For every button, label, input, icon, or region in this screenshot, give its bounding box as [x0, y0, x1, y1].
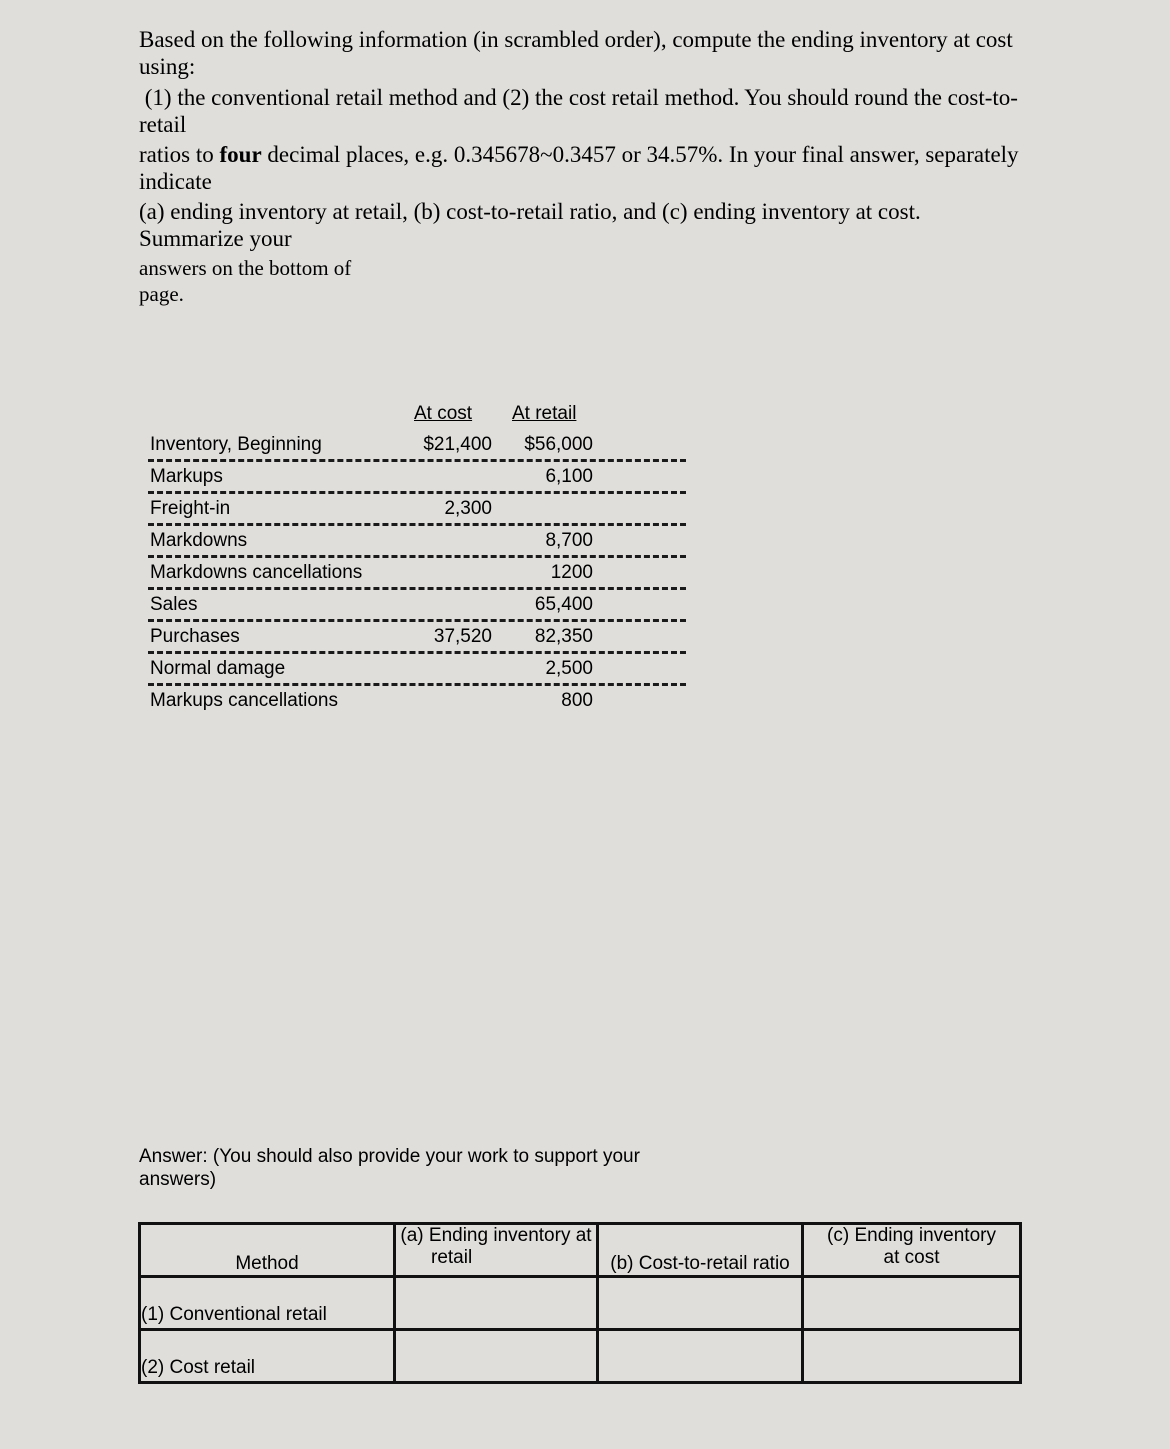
row-label: Freight-in — [150, 498, 231, 519]
answer-cell-a[interactable] — [395, 1330, 598, 1383]
question-line: answers on the bottom of — [139, 256, 352, 280]
table-row — [140, 1330, 1021, 1383]
emphasis-four: four — [219, 142, 262, 167]
header-method — [140, 1224, 395, 1277]
method-cell: (1) Conventional retail — [140, 1277, 395, 1330]
table-row — [148, 530, 686, 562]
header-line: at cost — [883, 1247, 940, 1268]
row-cost: 37,520 — [433, 626, 492, 647]
header-at-cost: At cost — [414, 403, 473, 424]
dashed-divider — [148, 523, 686, 526]
header-ending-inventory-retail — [395, 1224, 598, 1277]
question-line: (a) ending inventory at retail, (b) cost-to-retail ratio, and (c) ending inventory at cost. — [139, 199, 921, 224]
answer-prompt-line: Answer: (You should also provide your work to support your — [139, 1146, 640, 1167]
header-line: (a) Ending inventory at — [400, 1225, 592, 1246]
header-method-label: Method — [235, 1253, 299, 1274]
table-row — [148, 562, 686, 594]
answer-cell-c[interactable] — [803, 1277, 1021, 1330]
row-label: Inventory, Beginning — [150, 434, 322, 455]
question-line: using: — [139, 54, 196, 79]
table-row — [140, 1277, 1021, 1330]
answer-summary-table — [138, 1222, 1022, 1384]
answer-cell-b[interactable] — [598, 1330, 803, 1383]
question-line: page. — [139, 282, 184, 306]
answer-cell-b[interactable] — [598, 1277, 803, 1330]
question-line: indicate — [139, 169, 212, 194]
row-label: Markdowns cancellations — [150, 562, 363, 583]
summary-header-row — [140, 1224, 1021, 1277]
header-line: (c) Ending inventory — [827, 1225, 996, 1246]
header-at-retail: At retail — [512, 403, 577, 424]
dashed-divider — [148, 651, 686, 654]
dashed-divider — [148, 555, 686, 558]
question-line: retail — [139, 112, 187, 137]
row-label: Normal damage — [150, 658, 286, 679]
row-retail: 6,100 — [545, 466, 593, 487]
dashed-divider — [148, 459, 686, 462]
question-text-span: ratios to — [139, 142, 220, 167]
dashed-divider — [148, 587, 686, 590]
row-label: Sales — [150, 594, 198, 615]
row-label: Purchases — [150, 626, 240, 647]
question-line — [139, 141, 1019, 168]
question-line: Based on the following information (in scrambled order), compute the ending inventory at cost — [139, 27, 1013, 52]
row-retail: 800 — [561, 690, 593, 711]
answer-cell-a[interactable] — [395, 1277, 598, 1330]
method-cell: (2) Cost retail — [140, 1330, 395, 1383]
table-row — [148, 626, 686, 658]
answer-prompt-line: answers) — [139, 1169, 217, 1190]
dashed-divider — [148, 683, 686, 686]
row-retail: 2,500 — [545, 658, 593, 679]
row-cost: 2,300 — [444, 498, 492, 519]
question-line: (1) the conventional retail method and (2) the cost retail method. You should round the cost-to- — [139, 85, 1018, 110]
row-label: Markups — [150, 466, 223, 487]
row-retail: 82,350 — [534, 626, 593, 647]
table-row — [148, 498, 686, 530]
header-ending-inventory-cost — [803, 1224, 1021, 1277]
question-text-span: decimal places, e.g. 0.345678~0.3457 or 34.57%. In your final answer, separately — [261, 142, 1019, 167]
table-row — [148, 466, 686, 498]
row-retail: 8,700 — [545, 530, 593, 551]
dashed-divider — [148, 619, 686, 622]
table-row — [148, 658, 686, 690]
header-ratio-label: (b) Cost-to-retail ratio — [610, 1253, 790, 1274]
header-line: retail — [431, 1247, 473, 1268]
answer-cell-c[interactable] — [803, 1330, 1021, 1383]
table-row — [148, 690, 686, 722]
row-label: Markups cancellations — [150, 690, 338, 711]
question-line: Summarize your — [139, 226, 292, 251]
table-row — [148, 434, 686, 466]
table-row — [148, 594, 686, 626]
row-label: Markdowns — [150, 530, 248, 551]
answer-prompt — [139, 1145, 679, 1191]
dashed-divider — [148, 491, 686, 494]
row-retail: 65,400 — [534, 594, 593, 615]
row-retail: 1200 — [550, 562, 593, 583]
row-cost: $21,400 — [423, 434, 492, 455]
row-retail: $56,000 — [524, 434, 593, 455]
header-cost-to-retail-ratio — [598, 1224, 803, 1277]
